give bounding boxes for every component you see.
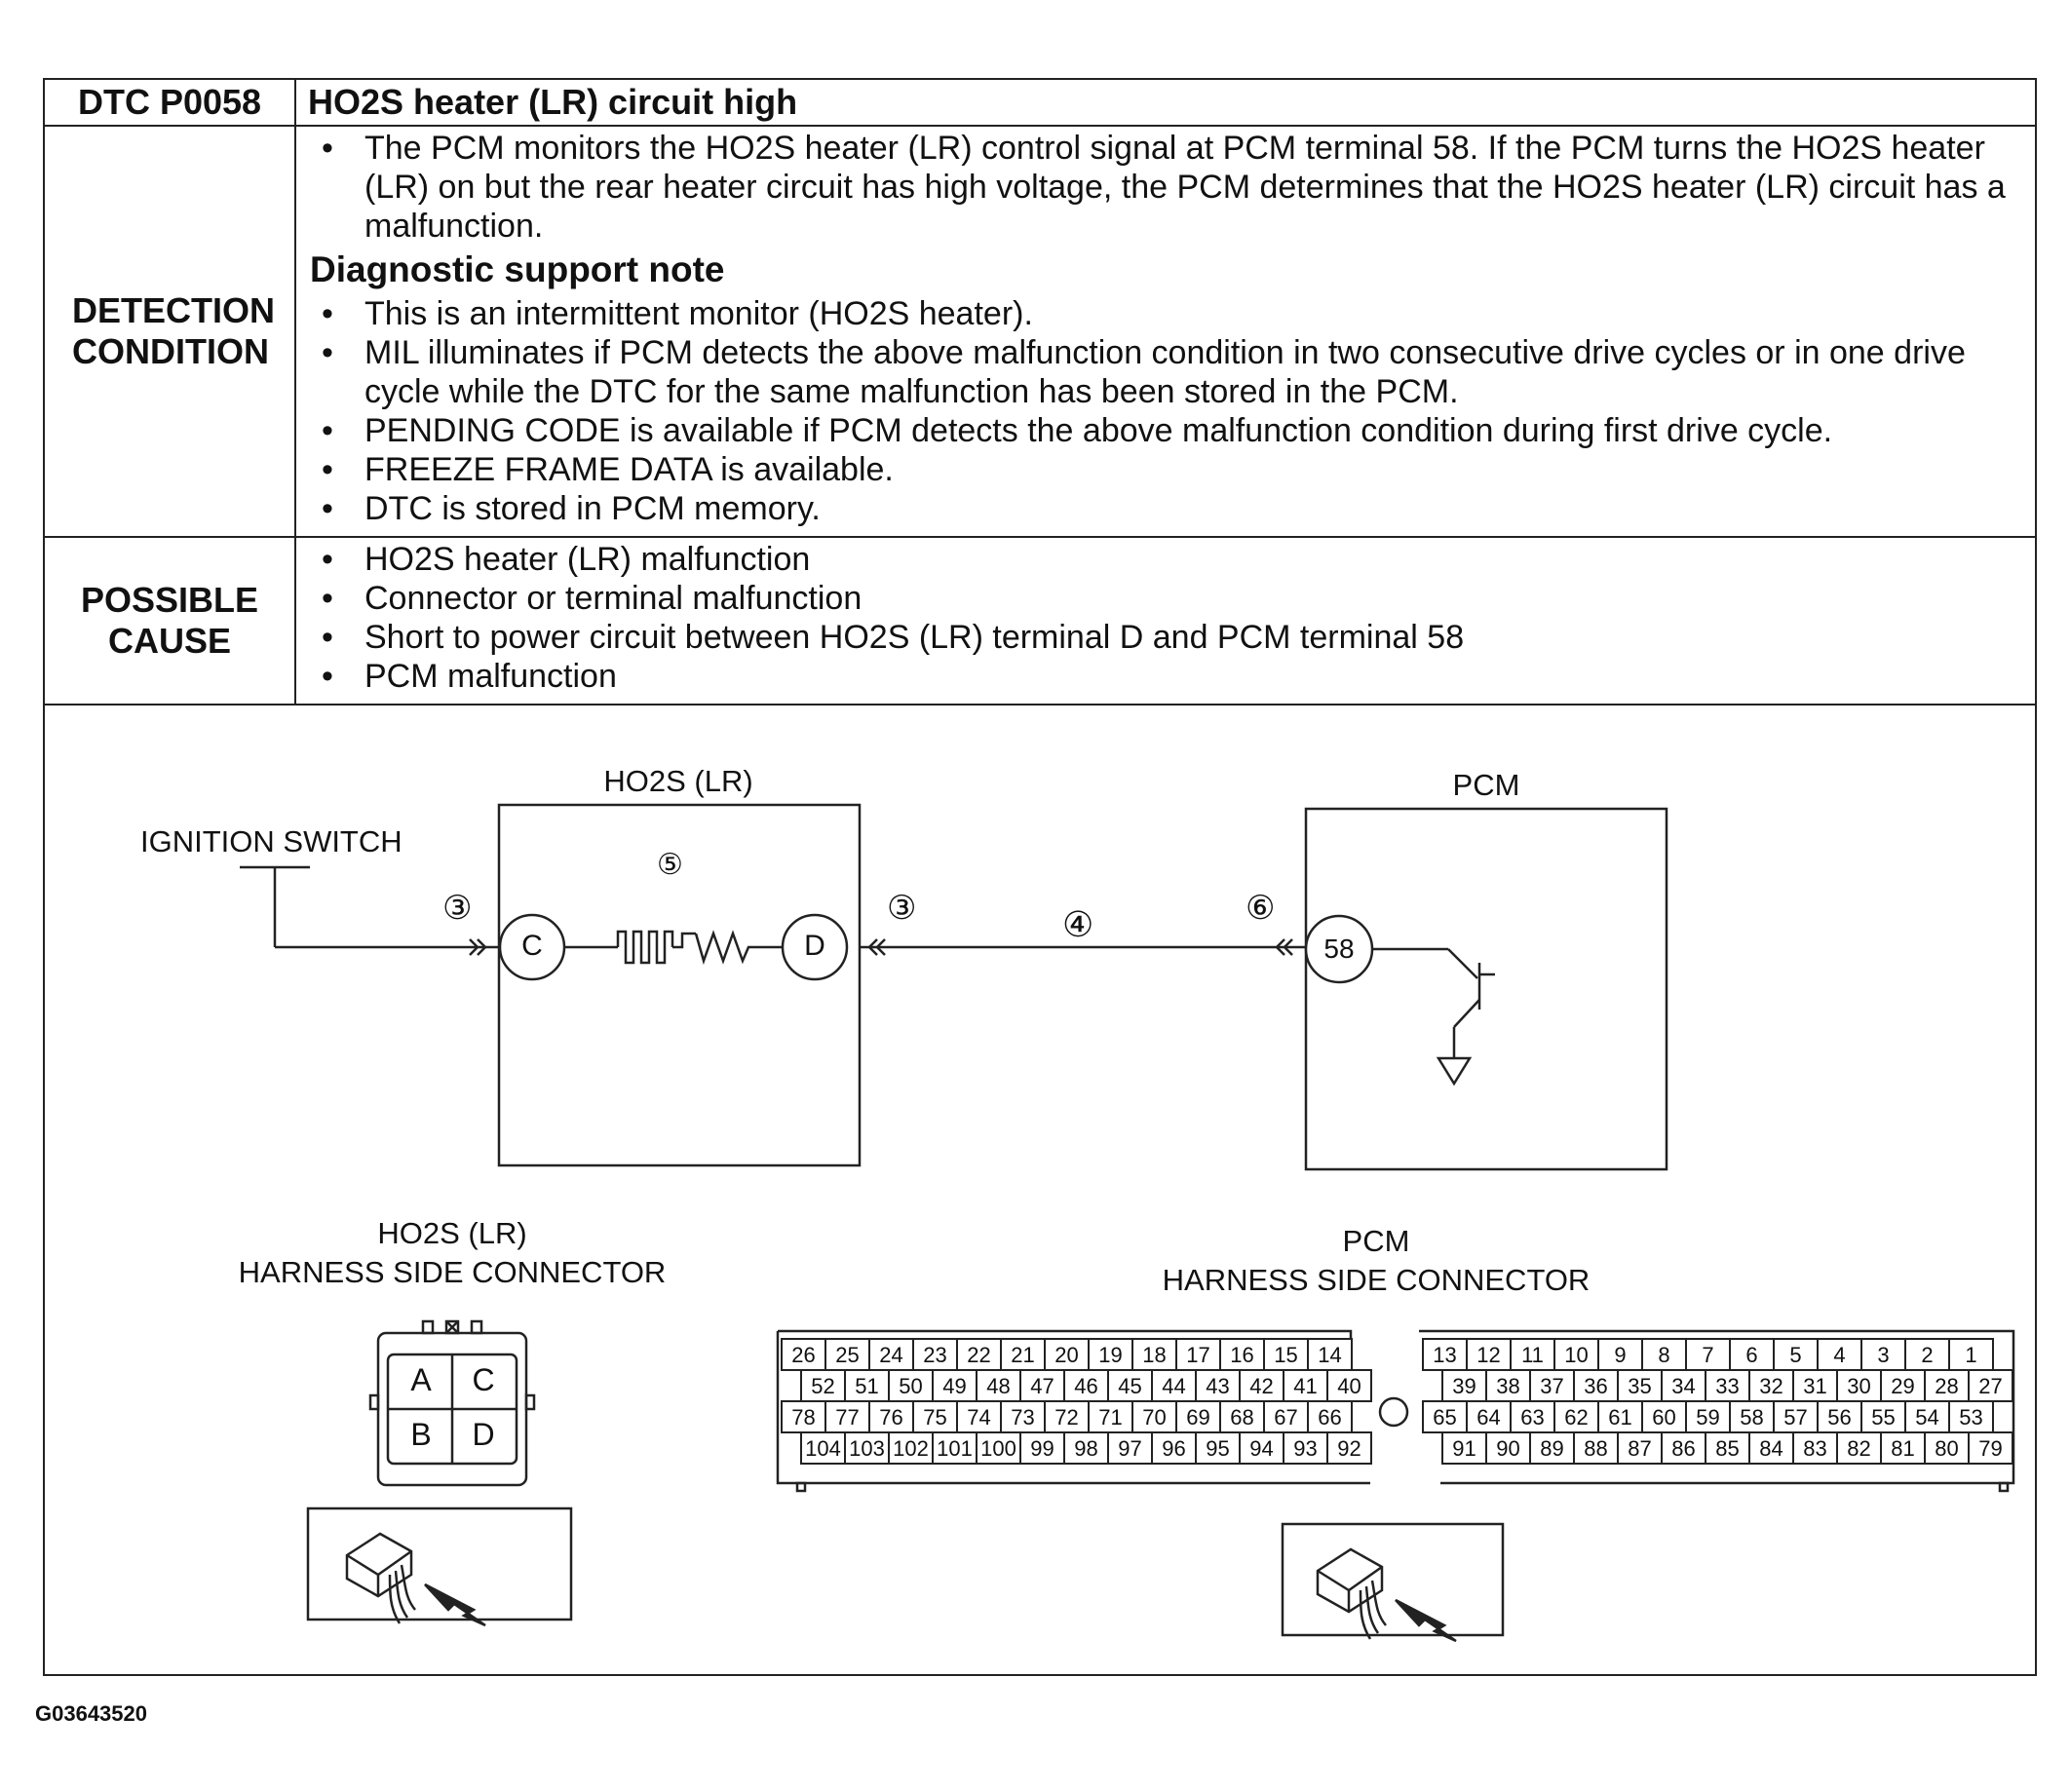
pcm-pin-number: 55 (1871, 1405, 1896, 1430)
pcm-pin-number: 78 (791, 1405, 816, 1430)
pcm-pin-number: 16 (1230, 1343, 1254, 1367)
pcm-pin-number: 86 (1671, 1436, 1696, 1461)
note-item: • PENDING CODE is available if PCM detects the above malfunction condition during first drive cycle. (310, 411, 2021, 450)
pcm-pin-number: 64 (1476, 1405, 1501, 1430)
pcm-pin-number: 17 (1186, 1343, 1210, 1367)
pcm-pin-number: 23 (923, 1343, 947, 1367)
pcm-pin-number: 77 (835, 1405, 860, 1430)
pcm-pin-number: 36 (1584, 1374, 1608, 1398)
pcm-pin-number: 34 (1671, 1374, 1696, 1398)
pcm-box (1306, 809, 1667, 1169)
pcm-pin-number: 26 (791, 1343, 816, 1367)
wiring-diagram-svg (45, 717, 2035, 1674)
possible-cause-label (45, 537, 295, 705)
diagnostic-support-heading: Diagnostic support note (310, 249, 725, 289)
cause-item: • Short to power circuit between HO2S (LR) terminal D and PCM terminal 58 (310, 618, 2021, 657)
pcm-pin-number: 15 (1274, 1343, 1298, 1367)
pcm-pin-number: 25 (835, 1343, 860, 1367)
pcm-pin-number: 20 (1054, 1343, 1079, 1367)
pcm-pin-number: 49 (942, 1374, 967, 1398)
terminal-58-label: 58 (1323, 934, 1355, 964)
pcm-pin-number: 44 (1162, 1374, 1186, 1398)
pcm-pin-number: 5 (1789, 1343, 1802, 1367)
dtc-title: HO2S heater (LR) circuit high (295, 80, 2035, 126)
pcm-pin-number: 42 (1249, 1374, 1274, 1398)
pcm-pin-number: 57 (1783, 1405, 1808, 1430)
detection-condition-label-text: DETECTION CONDITION (72, 290, 276, 371)
pcm-pin-number: 71 (1098, 1405, 1123, 1430)
pcm-pin-number: 53 (1959, 1405, 1983, 1430)
pcm-pin-number: 81 (1891, 1436, 1915, 1461)
heater-resistor (696, 934, 782, 961)
detection-condition-label (45, 126, 295, 537)
pcm-pin-number: 33 (1715, 1374, 1740, 1398)
pcm-pin-number: 51 (855, 1374, 879, 1398)
ho2s-pin-d: D (472, 1417, 495, 1452)
dtc-table (45, 80, 2035, 705)
pcm-pin-number: 45 (1118, 1374, 1142, 1398)
pcm-connector-title (1132, 1222, 1620, 1300)
pcm-pin-number: 46 (1074, 1374, 1098, 1398)
ho2s-pin-b: B (410, 1417, 432, 1452)
pcm-pin-number: 27 (1978, 1374, 2003, 1398)
pcm-pin-number: 7 (1702, 1343, 1714, 1367)
connector-view-icon (1318, 1549, 1456, 1641)
callout-4: ④ (1062, 904, 1094, 944)
cause-item: • PCM malfunction (310, 657, 2021, 696)
pcm-pin-number: 98 (1074, 1436, 1098, 1461)
pcm-pin-number: 65 (1433, 1405, 1457, 1430)
pcm-pin-number: 91 (1452, 1436, 1476, 1461)
pcm-pin-number: 10 (1564, 1343, 1589, 1367)
pcm-pin-number: 50 (899, 1374, 923, 1398)
pcm-pin-number: 24 (879, 1343, 903, 1367)
pcm-pin-number: 69 (1186, 1405, 1210, 1430)
pcm-pin-number: 35 (1628, 1374, 1652, 1398)
pcm-pin-number: 87 (1628, 1436, 1652, 1461)
pcm-pin-number: 30 (1847, 1374, 1871, 1398)
connector-view-icon (347, 1534, 485, 1625)
pcm-pin-number: 102 (893, 1436, 929, 1461)
pcm-pin-number: 60 (1652, 1405, 1676, 1430)
pcm-pin-number: 31 (1803, 1374, 1827, 1398)
pcm-pin-number: 83 (1803, 1436, 1827, 1461)
pcm-pin-number: 68 (1230, 1405, 1254, 1430)
pcm-pin-number: 61 (1608, 1405, 1632, 1430)
terminal-c-label: C (521, 930, 543, 962)
note-item: • DTC is stored in PCM memory. (310, 489, 2021, 528)
pcm-pin-number: 85 (1715, 1436, 1740, 1461)
pcm-pin-number: 67 (1274, 1405, 1298, 1430)
pcm-pin-number: 58 (1740, 1405, 1764, 1430)
ho2s-pin-c: C (472, 1362, 495, 1397)
pcm-pin-number: 6 (1745, 1343, 1758, 1367)
pcm-pin-number: 41 (1293, 1374, 1318, 1398)
cause-item: • Connector or terminal malfunction (310, 579, 2021, 618)
pcm-pin-number: 99 (1030, 1436, 1054, 1461)
pcm-pin-number: 4 (1833, 1343, 1846, 1367)
pcm-pin-number: 14 (1318, 1343, 1342, 1367)
ho2s-connector-title-line2: HARNESS SIDE CONNECTOR (238, 1255, 667, 1289)
note-item: • This is an intermittent monitor (HO2S heater). (310, 294, 2021, 333)
note-item: • MIL illuminates if PCM detects the above malfunction condition in two consecutive drive cycles or in one drive cycle while the DTC for the same malfunction has been stored in the PCM. (310, 333, 2021, 411)
pcm-pin-number: 95 (1206, 1436, 1230, 1461)
pcm-pin-number: 94 (1249, 1436, 1274, 1461)
pcm-pin-number: 22 (967, 1343, 991, 1367)
pcm-pin-number: 2 (1921, 1343, 1934, 1367)
callout-6: ⑥ (1246, 890, 1276, 927)
detection-condition-content (295, 126, 2035, 537)
pcm-pin-number: 48 (986, 1374, 1011, 1398)
dtc-code: DTC P0058 (45, 80, 295, 126)
pcm-pin-number: 12 (1476, 1343, 1501, 1367)
ho2s-label: HO2S (LR) (603, 764, 753, 798)
pcm-pin-number: 93 (1293, 1436, 1318, 1461)
pcm-pin-number: 9 (1614, 1343, 1627, 1367)
ho2s-connector-title-line1: HO2S (LR) (377, 1216, 527, 1250)
pcm-connector-title-line1: PCM (1342, 1224, 1410, 1258)
ho2s-connector-title (209, 1214, 696, 1292)
pcm-pin-number: 97 (1118, 1436, 1142, 1461)
pcm-pin-number: 38 (1496, 1374, 1520, 1398)
diagnostic-notes-list (310, 294, 2021, 528)
pcm-pin-number: 39 (1452, 1374, 1476, 1398)
pcm-pin-number: 37 (1540, 1374, 1564, 1398)
pcm-pin-number: 104 (805, 1436, 841, 1461)
pcm-pin-number: 8 (1658, 1343, 1670, 1367)
callout-3-right: ③ (887, 890, 917, 927)
pcm-pin-number: 21 (1011, 1343, 1035, 1367)
pcm-pin-number: 56 (1827, 1405, 1852, 1430)
figure-code: G03643520 (35, 1701, 147, 1726)
pcm-pin-number: 63 (1520, 1405, 1545, 1430)
possible-cause-content (295, 537, 2035, 705)
note-item: • FREEZE FRAME DATA is available. (310, 450, 2021, 489)
pcm-pin-number: 28 (1935, 1374, 1959, 1398)
pcm-pin-number: 59 (1696, 1405, 1720, 1430)
terminal-d-label: D (804, 930, 825, 962)
pcm-pin-number: 90 (1496, 1436, 1520, 1461)
pcm-pin-number: 76 (879, 1405, 903, 1430)
ignition-switch-label: IGNITION SWITCH (140, 824, 402, 858)
pcm-pin-number: 54 (1915, 1405, 1939, 1430)
pcm-pin-number: 80 (1935, 1436, 1959, 1461)
pcm-pin-number: 43 (1206, 1374, 1230, 1398)
pcm-pin-number: 75 (923, 1405, 947, 1430)
pcm-pin-number: 72 (1054, 1405, 1079, 1430)
pcm-pin-number: 18 (1142, 1343, 1167, 1367)
possible-cause-list (310, 540, 2021, 696)
cause-item: • HO2S heater (LR) malfunction (310, 540, 2021, 579)
pcm-pin-number: 96 (1162, 1436, 1186, 1461)
pcm-pin-number: 13 (1433, 1343, 1457, 1367)
callout-3-left: ③ (442, 890, 473, 927)
pcm-view-icon-box (1283, 1524, 1503, 1635)
pcm-pin-number: 70 (1142, 1405, 1167, 1430)
wiring-diagram (45, 717, 2035, 1674)
pcm-pin-number: 47 (1030, 1374, 1054, 1398)
ho2s-pin-a: A (410, 1362, 432, 1397)
pcm-pin-number: 74 (967, 1405, 991, 1430)
callout-5: ⑤ (657, 849, 683, 881)
pcm-pin-number: 52 (811, 1374, 835, 1398)
pcm-pin-number: 101 (937, 1436, 973, 1461)
pcm-connector-title-line2: HARNESS SIDE CONNECTOR (1162, 1263, 1591, 1297)
pcm-pin-number: 84 (1759, 1436, 1783, 1461)
pcm-pin-number: 1 (1965, 1343, 1977, 1367)
heater-element (618, 932, 672, 963)
pcm-pin-number: 11 (1521, 1343, 1544, 1367)
dtc-sheet (43, 78, 2037, 1676)
possible-cause-label-text: POSSIBLE CAUSE (80, 580, 259, 661)
ho2s-connector-drawing (370, 1321, 534, 1485)
pcm-pin-number: 79 (1978, 1436, 2003, 1461)
pcm-pin-number: 32 (1759, 1374, 1783, 1398)
pcm-label: PCM (1452, 768, 1520, 802)
pcm-pin-number: 19 (1098, 1343, 1123, 1367)
pcm-pin-number: 66 (1318, 1405, 1342, 1430)
pcm-pin-number: 103 (849, 1436, 885, 1461)
pcm-pin-number: 100 (980, 1436, 1016, 1461)
pcm-pin-number: 29 (1891, 1374, 1915, 1398)
ground-symbol (1438, 1058, 1470, 1084)
pcm-pin-number: 89 (1540, 1436, 1564, 1461)
pcm-pin-number: 62 (1564, 1405, 1589, 1430)
pcm-pin-number: 40 (1337, 1374, 1361, 1398)
pcm-pin-number: 3 (1877, 1343, 1890, 1367)
pcm-pin-number: 92 (1337, 1436, 1361, 1461)
pcm-pin-number: 73 (1011, 1405, 1035, 1430)
pcm-pin-number: 82 (1847, 1436, 1871, 1461)
detection-intro-item: • The PCM monitors the HO2S heater (LR) control signal at PCM terminal 58. If the PCM turns the HO2S heater (LR) on but the rear heater circuit has high voltage, the PCM determines that the HO2S heater (LR) circuit has a malfunction. (310, 129, 2021, 246)
pcm-pin-number: 88 (1584, 1436, 1608, 1461)
